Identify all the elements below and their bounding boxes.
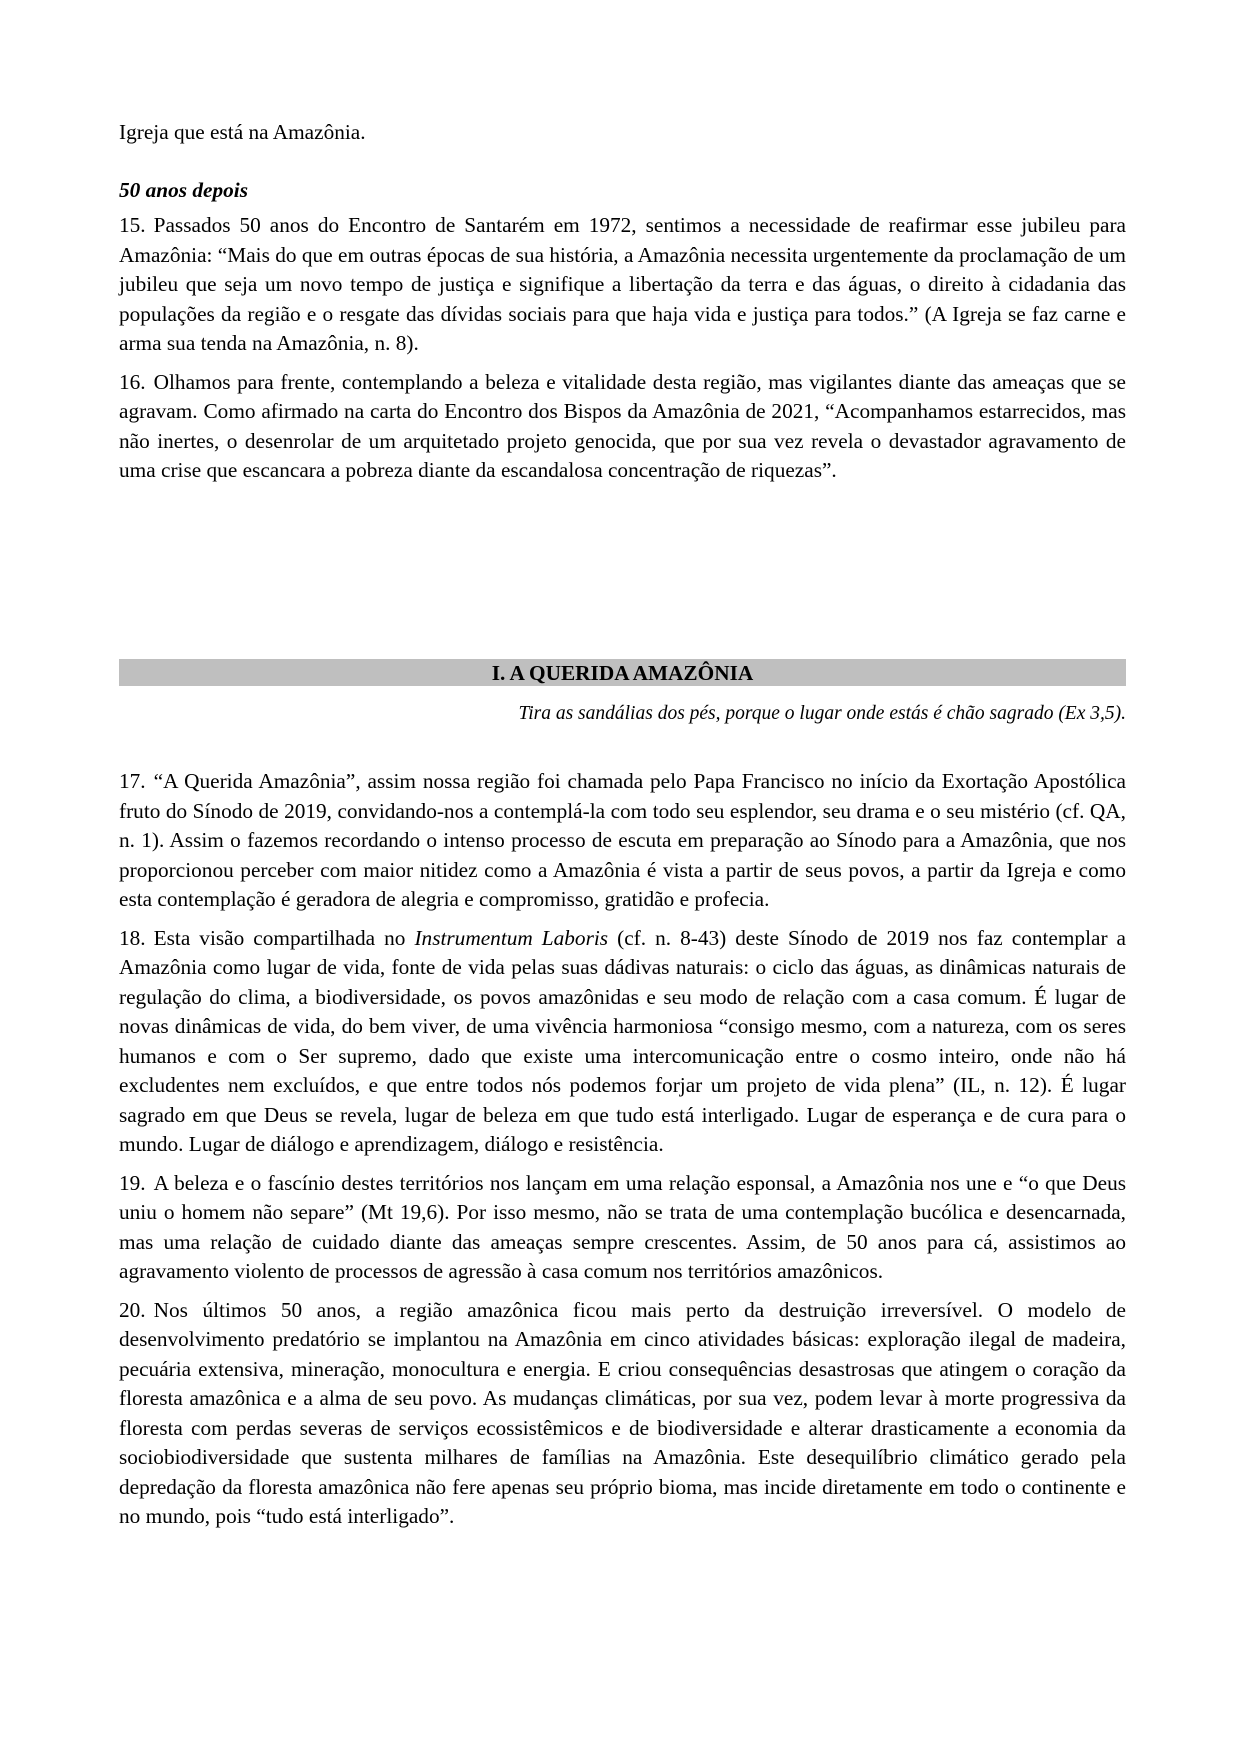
paragraph-text-start: Esta visão compartilhada no [153, 925, 406, 950]
paragraph-text: Olhamos para frente, contemplando a beleza e vitalidade desta região, mas vigilantes diante das ameaças que se agravam. Como afirmado na carta do Encontro dos Bispos da Amazônia de 2021, “Acompanhamos estarrecidos, mas não inertes, o desenrolar de um arquitetado projeto genocida, que por sua vez revela o devastador agravamento de uma crise que escancara a pobreza diante da escandalosa concentração de riquezas”. [119, 369, 1126, 482]
paragraph-number: 18. [119, 925, 146, 950]
section-heading: I. A QUERIDA AMAZÔNIA [119, 659, 1126, 686]
paragraph-16 [119, 368, 1126, 486]
italic-title: Instrumentum Laboris [414, 925, 609, 950]
paragraph-number: 20. [119, 1297, 146, 1322]
paragraph-18 [119, 924, 1126, 1160]
continuation-line: Igreja que está na Amazônia. [119, 120, 366, 144]
subheading: 50 anos depois [119, 177, 248, 202]
paragraph-text-end: (cf. n. 8-43) deste Sínodo de 2019 nos faz contemplar a Amazônia como lugar de vida, fonte de vida pelas suas dádivas naturais: o ciclo das águas, as dinâmicas naturais de regulação do clima, a biodiversidade, os povos amazônidas e seu modo de relação com a casa comum. É lugar de novas dinâmicas de vida, do bem viver, de uma vivência harmoniosa “consigo mesmo, com a natureza, com os seres humanos e com o Ser supremo, dado que existe uma intercomunicação entre o cosmo inteiro, onde não há excludentes nem excluídos, e que entre todos nós podemos forjar um projeto de vida plena” (IL, n. 12). É lugar sagrado em que Deus se revela, lugar de beleza em que tudo está interligado. Lugar de esperança e de cura para o mundo. Lugar de diálogo e aprendizagem, diálogo e resistência. [119, 925, 1127, 1156]
epigraph-quote: Tira as sandálias dos pés, porque o lugar onde estás é chão sagrado (Ex 3,5). [518, 703, 1126, 724]
paragraph-19 [119, 1169, 1126, 1287]
paragraph-17 [119, 767, 1126, 915]
paragraph-15 [119, 211, 1126, 359]
paragraph-number: 19. [119, 1170, 146, 1195]
paragraph-text: A beleza e o fascínio destes territórios nos lançam em uma relação esponsal, a Amazônia nos une e “o que Deus uniu o homem não separe” (Mt 19,6). Por isso mesmo, não se trata de uma contemplação bucólica e desencarnada, mas uma relação de cuidado diante das ameaças sempre crescentes. Assim, de 50 anos para cá, assistimos ao agravamento violento de processos de agressão à casa comum nos territórios amazônicos. [119, 1170, 1126, 1283]
paragraph-number: 16. [119, 369, 146, 394]
paragraph-number: 17. [119, 769, 146, 793]
paragraph-text: “A Querida Amazônia”, assim nossa região foi chamada pelo Papa Francisco no início da Exortação Apostólica fruto do Sínodo de 2019, convidando-nos a contemplá-la com todo seu esplendor, seu drama e o seu mistério (cf. QA, n. 1). Assim o fazemos recordando o intenso processo de escuta em preparação ao Sínodo para a Amazônia, que nos proporcionou perceber com maior nitidez como a Amazônia é vista a partir de seus povos, a partir da Igreja e como esta contemplação é geradora de alegria e compromisso, gratidão e profecia. [119, 769, 1126, 911]
paragraph-20 [119, 1296, 1126, 1532]
paragraph-text: Passados 50 anos do Encontro de Santarém em 1972, sentimos a necessidade de reafirmar esse jubileu para Amazônia: “Mais do que em outras épocas de sua história, a Amazônia necessita urgentemente da proclamação de um jubileu que seja um novo tempo de justiça e signifique a libertação da terra e das águas, o direito à cidadania das populações da região e o resgate das dívidas sociais para que haja vida e justiça para todos.” (A Igreja se faz carne e arma sua tenda na Amazônia, n. 8). [119, 213, 1126, 355]
section-text-block [119, 767, 1126, 1532]
paragraph-text: Nos últimos 50 anos, a região amazônica ficou mais perto da destruição irreversível. O modelo de desenvolvimento predatório se implantou na Amazônia em cinco atividades básicas: exploração ilegal de madeira, pecuária extensiva, mineração, monocultura e energia. E criou consequências desastrosas que atingem o coração da floresta amazônica e a alma de seu povo. As mudanças climáticas, por sua vez, podem levar à morte progressiva da floresta com perdas severas de serviços ecossistêmicos e de biodiversidade e alterar drasticamente a economia da sociobiodiversidade que sustenta milhares de famílias na Amazônia. Este desequilíbrio climático gerado pela depredação da floresta amazônica não fere apenas seu próprio bioma, mas incide diretamente em todo o continente e no mundo, pois “tudo está interligado”. [119, 1297, 1126, 1528]
top-text-block [119, 118, 1126, 486]
paragraph-number: 15. [119, 213, 146, 237]
